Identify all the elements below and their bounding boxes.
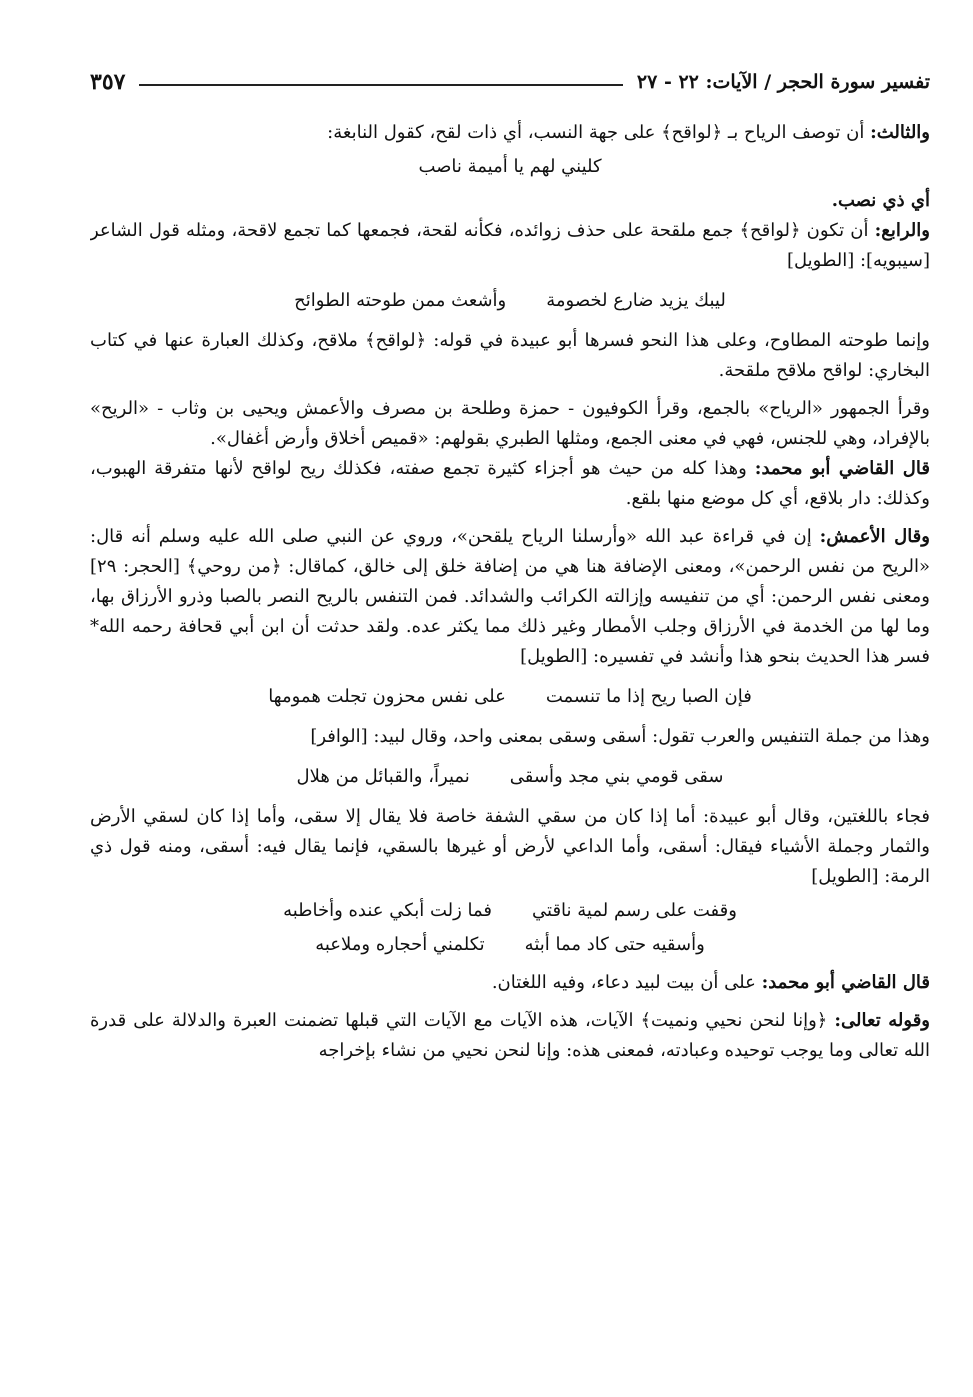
page-body <box>90 118 930 1066</box>
paragraph-verse-commentary <box>90 1006 930 1066</box>
paragraph-amash <box>90 522 930 672</box>
verse-second-hemistich: على نفس محزون تجلت همومها <box>268 686 506 707</box>
paragraph-text: على أن بيت لبيد دعاء، وفيه اللغتان. <box>491 972 756 993</box>
header-rule <box>139 84 622 86</box>
paragraph-third-view <box>90 118 930 148</box>
verse-line: كليني لهم يا أميمة ناصب <box>418 156 602 177</box>
book-page <box>90 60 930 1380</box>
paragraph-text: وإنما طوحته المطاوح، وعلى هذا النحو فسرها أبو عبيدة في قوله: ﴿لواقح﴾ ملاقح، وكذلك العبارة عنها في كتاب البخاري: لواقح ملاقح ملقحة. <box>90 330 930 381</box>
page-header <box>90 60 930 104</box>
paragraph-lead: قال القاضي أبو محمد: <box>761 972 930 993</box>
verse-first-hemistich: فإن الصبا ريح إذا ما تنسمت <box>545 686 752 707</box>
running-title: تفسير سورة الحجر / الآيات: ٢٢ - ٢٧ <box>636 71 930 93</box>
paragraph-lead: وقال الأعمش: <box>819 526 930 547</box>
verse-first-hemistich: ليبك يزيد ضارع لخصومة <box>546 290 726 311</box>
paragraph-lead: وقوله تعالى: <box>834 1010 930 1031</box>
verse-first-hemistich: سقى قومي بني مجد وأسقى <box>509 766 724 787</box>
verse <box>90 286 930 316</box>
verse-second-hemistich: تكلمني أحجاره وملاعبه <box>315 934 485 955</box>
paragraph-text: إن في قراءة عبد الله «وأرسلنا الرياح يلقحن»، وروي عن النبي صلى الله عليه وسلم أنه قال: «الريح من نفس الرحمن»، ومعنى الإضافة هنا هي من إضافة خلق إلى خالق، كماقال: ﴿من روحي﴾ [الحجر: ٢٩] ومعنى نفس الرحمن: أي من تنفيسه وإزالته الكرائب والشدائد. فمن التنفس بالريح النصر بالصبا وذرو الأرزاق بها، وما لها من الخدمة في الأرزاق وجلب الأمطار وغير ذلك مما يكثر عده. ولقد حدثت أن ابن أبي قحافة رحمه الله* فسر هذا الحديث بنحو هذا وأنشد في تفسيره: [الطويل] <box>90 526 930 667</box>
paragraph-text: وقرأ الجمهور «الرياح» بالجمع، وقرأ الكوفيون - حمزة وطلحة بن مصرف والأعمش ويحيى بن وثاب - «الريح» بالإفراد، وهي للجنس، فهي في معنى الجمع، ومثلها الطبري بقولهم: «قميص أخلاق وأرض أغفال». <box>90 398 930 449</box>
paragraph-qadi <box>90 454 930 514</box>
paragraph-text: أي ذي نصب. <box>831 190 930 211</box>
verse <box>90 762 930 792</box>
paragraph-text: ﴿وإنا لنحن نحيي ونميت﴾ الآيات، هذه الآيات مع الآيات التي قبلها تضمنت العبرة والدلالة على قدرة الله تعالى وما يوجب توحيده وعبادته، فمعنى هذه: وإنا لنحن نحيي من نشاء بإخراجه <box>90 1010 930 1061</box>
paragraph-lead: قال القاضي أبو محمد: <box>754 458 930 479</box>
paragraph-text: وهذا كله من حيث هو أجزاء كثيرة تجمع صفته، فكذلك ريح لواقح لأنها متفرقة الهبوب، وكذلك: دار بلاقع، أي كل موضع منها بلقع. <box>90 458 930 509</box>
paragraph-text: فجاء باللغتين، وقال أبو عبيدة: أما إذا كان من سقي الشفة خاصة فلا يقال إلا سقى، وأما إذا كان لسقي الأرض والثمار وجملة الأشياء فيقال: أسقى، وأما الداعي لأرض أو غيرها بالسقي، فإنما يقال فيه: أسقى، ومنه قول ذي الرمة: [الطويل] <box>90 806 930 887</box>
paragraph-lead: والثالث: <box>870 122 930 143</box>
paragraph-text: أن تكون ﴿لواقح﴾ جمع ملقحة على حذف زوائده، فكأنه لقحة، فجمعها كما تجمع لاقحة، ومثله قول الشاعر [سيبويه]: [الطويل] <box>90 220 930 271</box>
paragraph-qadi <box>90 968 930 998</box>
verse-second-hemistich: نميراً، والقبائل من هلال <box>296 766 470 787</box>
paragraph-fourth-view <box>90 216 930 276</box>
verse-first-hemistich: وقفت على رسم لمية ناقتي <box>532 900 737 921</box>
verse-second-hemistich: فما زلت أبكي عنده وأخاطبه <box>283 900 493 921</box>
paragraph-text: وهذا من جملة التنفيس والعرب تقول: أسقى وسقى بمعنى واحد، وقال لبيد: [الوافر] <box>310 726 930 747</box>
page-number: ٣٥٧ <box>90 69 126 95</box>
verse <box>90 896 930 926</box>
verse <box>90 682 930 712</box>
paragraph-lead: والرابع: <box>874 220 930 241</box>
verse-second-hemistich: وأشعث ممن طوحته الطوائح <box>294 290 507 311</box>
verse <box>90 930 930 960</box>
paragraph-text: أن توصف الرياح بـ ﴿لواقح﴾ على جهة النسب، أي ذات لقح، كقول النابغة: <box>327 122 865 143</box>
verse-first-hemistich: وأسقيه حتى كاد مما أبثه <box>524 934 705 955</box>
